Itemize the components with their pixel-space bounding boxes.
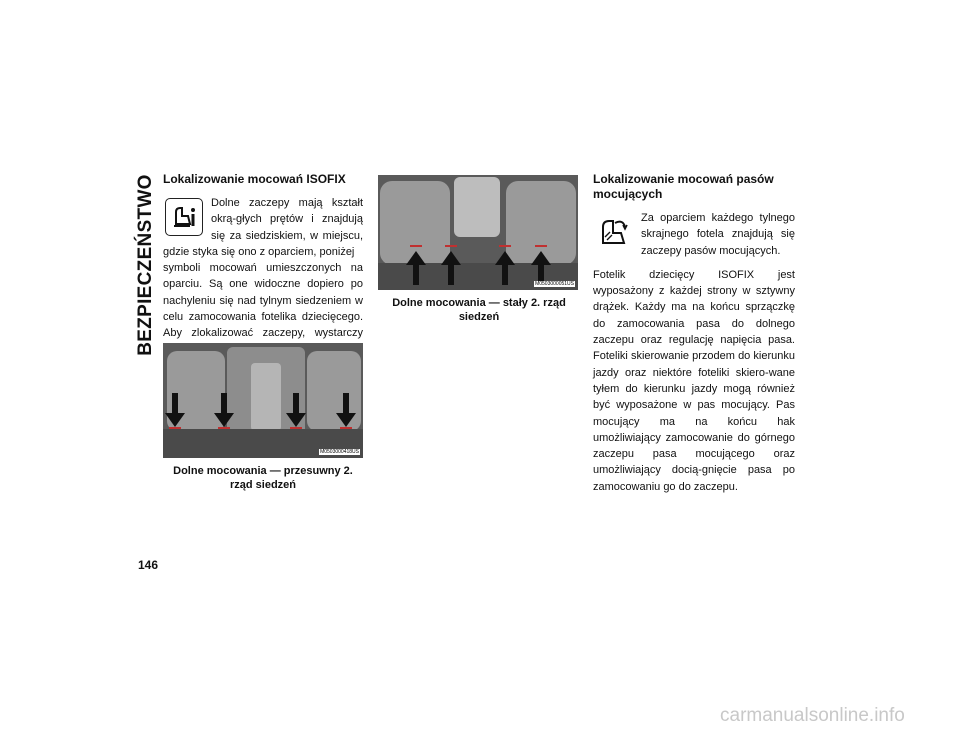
section-side-tab (134, 170, 158, 360)
isofix-child-seat-icon (165, 198, 203, 236)
figure2-caption: Dolne mocowania — stały 2. rząd siedzeń (392, 297, 566, 323)
tether-intro: Za oparciem każdego tylnego skrajnego fotela znajdują się zaczepy pasów mocujących. (641, 212, 795, 257)
isofix-paragraph-a: Dolne zaczepy mają kształt okrą-głych prętów i znajdują się za siedziskiem, w miejscu, gdzie styka się ono z oparciem, poniżej (163, 197, 363, 258)
tether-anchor-seat-icon (595, 213, 633, 251)
tether-paragraph: Fotelik dziecięcy ISOFIX jest wyposażony z każdej strony w sztywny drążek. Każdy ma na końcu sprzączkę do zamocowania pasa do dolnego zaczepu oraz regulację napięcia pasa. Foteliki skierowanie przodem do kierunku jazdy oraz niektóre foteliki skiero-wane tyłem do kierunku jazdy mogą również być wyposażone w pas mocujący. Pas mocujący ma na końcu hak umożliwiający zamocowanie do górnego zaczepu pasa mocującego oraz umożliwiający docią-gnięcie pasa po zamocowaniu go do zaczepu. (593, 268, 795, 493)
page-number: 146 (138, 558, 159, 572)
isofix-heading: Lokalizowanie mocowań ISOFIX (163, 172, 346, 186)
watermark: carmanualsonline.info (720, 705, 905, 726)
sliding-seat-anchors-figure (163, 343, 363, 458)
fixed-seat-anchors-figure (378, 175, 578, 290)
tether-heading: Lokalizowanie mocowań pasów mocujących (593, 172, 774, 201)
figure1-caption: Dolne mocowania — przesuwny 2. rząd siedzeń (173, 465, 353, 491)
figure-code: M0503000418US (320, 449, 359, 455)
isofix-paragraph-b: symboli mocowań umieszczonych na oparciu. Są one widoczne dopiero po nachyleniu się nad tylnym siedzeniem w celu zamocowania fotelika dziecięcego. Aby zlokalizować zaczepy, wystarczy (163, 262, 363, 340)
tether-section (593, 172, 795, 495)
figure-code: M0503000051US (535, 281, 574, 287)
section-title: BEZPIECZEŃSTWO (135, 174, 156, 356)
